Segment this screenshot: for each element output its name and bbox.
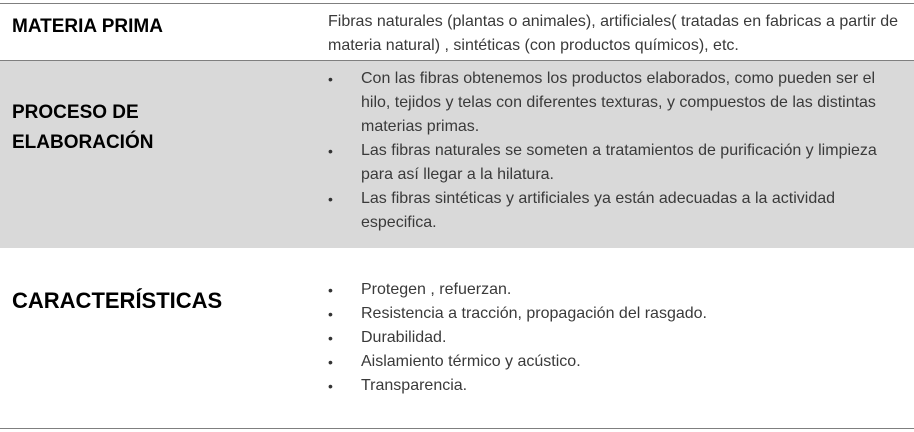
row-label: MATERIA PRIMA (12, 16, 163, 37)
list-item-text: Transparencia. (361, 377, 468, 394)
list-item-text: Protegen , refuerzan. (361, 281, 512, 298)
bullet-icon: • (328, 306, 333, 322)
bullet-list (328, 278, 904, 398)
row-content (328, 67, 904, 235)
row-label: PROCESO DE ELABORACIÓN (12, 102, 154, 153)
list-item (328, 67, 904, 139)
table-row-proceso (0, 60, 914, 248)
list-item-text: Con las fibras obtenemos los productos elaborados, como pueden ser el hilo, tejidos y telas con diferentes texturas, y compuestos de las distintas materias primas. (361, 70, 876, 135)
table-row-materia-prima (0, 3, 914, 60)
row-content (328, 278, 904, 398)
list-item-text: Durabilidad. (361, 329, 447, 346)
list-item-text: Resistencia a tracción, propagación del rasgado. (361, 305, 707, 322)
row-content: Fibras naturales (plantas o animales), artificiales( tratadas en fabricas a partir de materia natural) , sintéticas (con productos químicos), etc. (328, 13, 899, 54)
bullet-icon: • (328, 71, 333, 87)
list-item (328, 302, 904, 326)
bullet-list (328, 67, 904, 235)
list-item-text: Las fibras naturales se someten a tratamientos de purificación y limpieza para así llegar a la hilatura. (361, 142, 877, 183)
list-item (328, 278, 904, 302)
row-label: CARACTERÍSTICAS (12, 288, 223, 313)
bullet-icon: • (328, 330, 333, 346)
list-item (328, 187, 904, 235)
bullet-icon: • (328, 378, 333, 394)
bullet-icon: • (328, 191, 333, 207)
list-item-text: Las fibras sintéticas y artificiales ya están adecuadas a la actividad especifica. (361, 190, 836, 231)
list-item (328, 350, 904, 374)
list-item (328, 139, 904, 187)
bullet-icon: • (328, 282, 333, 298)
list-item-text: Aislamiento térmico y acústico. (361, 353, 581, 370)
list-item (328, 326, 904, 350)
table-row-caracteristicas (0, 248, 914, 429)
bullet-icon: • (328, 354, 333, 370)
bullet-icon: • (328, 143, 333, 159)
list-item (328, 374, 904, 398)
